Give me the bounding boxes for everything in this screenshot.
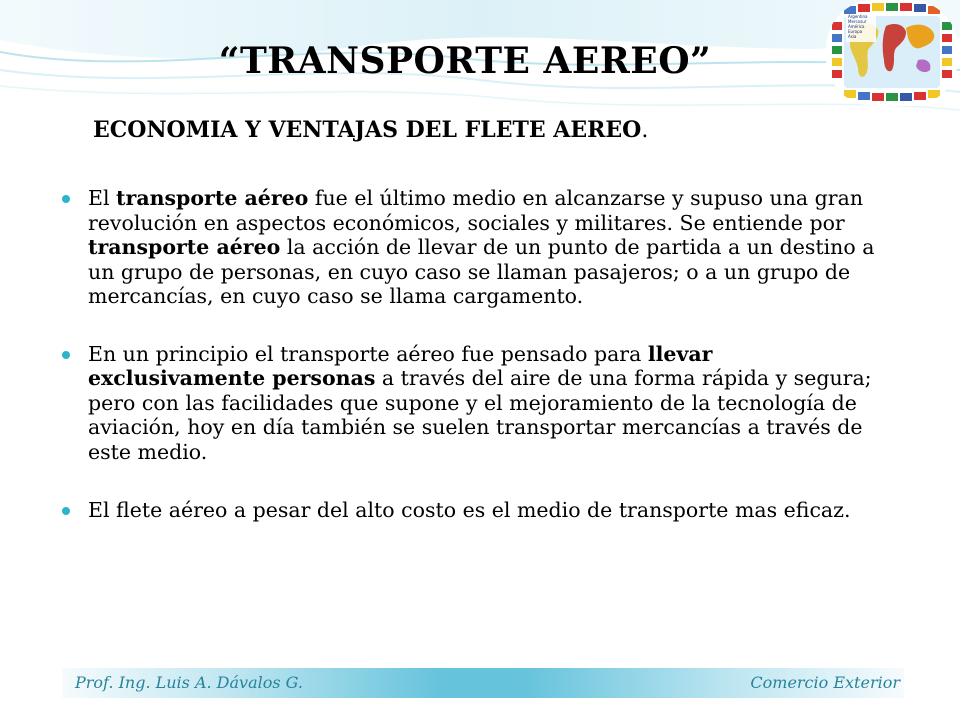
bullet-dot-icon	[62, 351, 70, 359]
footer-author: Prof. Ing. Luis A. Dávalos G.	[75, 673, 303, 692]
bullet-bold-text: transporte aéreo	[116, 186, 309, 210]
bullet-text: fue el último medio en alcanzarse y supuso una gran revolución en aspectos económicos, sociales y militares. Se entiende por	[88, 186, 864, 235]
bullet-item	[62, 186, 892, 309]
bullet-item	[62, 498, 892, 523]
logo-legend	[848, 14, 878, 39]
logo-label: Argentina	[848, 14, 868, 19]
bullet-text: El flete aéreo a pesar del alto costo es el medio de transporte mas eficaz.	[88, 498, 851, 522]
logo-label: América	[848, 24, 865, 29]
bullet-text: El	[88, 186, 117, 210]
footer-course: Comercio Exterior	[750, 673, 900, 692]
bullet-list	[62, 186, 892, 523]
bullet-bold-text: transporte aéreo	[88, 235, 281, 259]
bullet-text: En un principio el transporte aéreo fue pensado para	[88, 341, 648, 366]
bullet-dot-icon	[62, 195, 70, 203]
bullet-item	[62, 342, 892, 465]
slide-title: “TRANSPORTE AEREO”	[218, 40, 712, 82]
bullet-text: a través del aire de una forma rápida y segura; pero con las facilidades que supone y el mejoramiento de la tecnología de aviación, hoy en día también se suelen transportar mercancías a través de este medio.	[88, 366, 872, 464]
subtitle-bold-text: ECONOMIA Y VENTAJAS DEL FLETE AEREO	[93, 117, 642, 143]
logo-label: Mercosur	[848, 19, 867, 24]
bullet-text: la acción de llevar de un punto de partida a un destino a un grupo de personas, en cuyo caso se llaman pasajeros; o a un grupo de mercancías, en cuyo caso se llama cargamento.	[88, 235, 875, 308]
world-flags-logo	[826, 0, 958, 106]
subtitle-end-text: .	[641, 118, 649, 143]
slide-subtitle	[93, 117, 648, 143]
world-map-icon	[826, 0, 958, 106]
logo-label: Asia	[848, 34, 857, 39]
bullet-dot-icon	[62, 507, 70, 515]
logo-label: Europa	[848, 29, 863, 34]
bullet-bold-text: llevar exclusivamente personas	[88, 341, 713, 390]
